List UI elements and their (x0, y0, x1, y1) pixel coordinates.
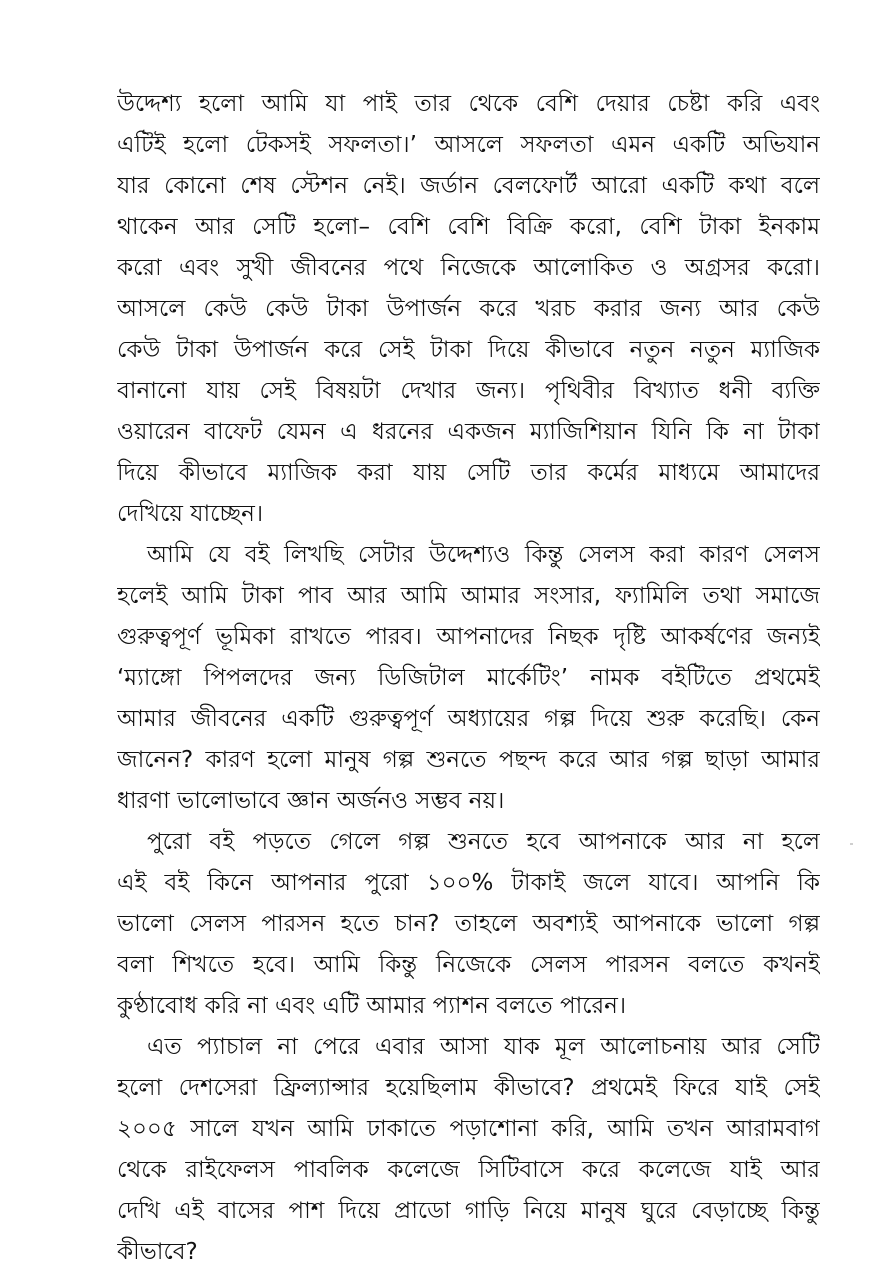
paragraph-4 (117, 1027, 820, 1273)
text-line: এই বই কিনে আপনার পুরো ১০০% টাকাই জলে যাবে। আপনি কি (117, 870, 820, 896)
text-line: জানেন? কারণ হলো মানুষ গল্প শুনতে পছন্দ করে আর গল্প ছাড়া আমার (117, 747, 820, 773)
text-line: ভালো সেলস পারসন হতে চান? তাহলে অবশ্যই আপনাকে ভালো গল্প (117, 911, 820, 937)
text-line: যার কোনো শেষ স্টেশন নেই। জর্ডান বেলফোর্ট আরো একটি কথা বলে (117, 173, 820, 199)
text-line: আসলে কেউ কেউ টাকা উপার্জন করে খরচ করার জন্য আর কেউ (117, 296, 820, 322)
body-text (117, 84, 820, 1273)
text-line: থেকে রাইফেলস পাবলিক কলেজে সিটিবাসে করে কলেজে যাই আর (117, 1157, 820, 1183)
text-line: এত প্যাচাল না পেরে এবার আসা যাক মূল আলোচনায় আর সেটি (147, 1034, 820, 1060)
text-line: পুরো বই পড়তে গেলে গল্প শুনতে হবে আপনাকে আর না হলে (147, 829, 820, 855)
text-line: গুরুত্বপূর্ণ ভূমিকা রাখতে পারব। আপনাদের নিছক দৃষ্টি আকর্ষণের জন্যই (117, 624, 820, 650)
text-line: ধারণা ভালোভাবে জ্ঞান অর্জনও সম্ভব নয়। (117, 788, 505, 814)
scan-speck (850, 843, 853, 845)
text-line: দিয়ে কীভাবে ম্যাজিক করা যায় সেটি তার কর্মের মাধ্যমে আমাদের (117, 460, 820, 486)
paragraph-1 (117, 84, 820, 535)
text-line: কেউ টাকা উপার্জন করে সেই টাকা দিয়ে কীভাবে নতুন নতুন ম্যাজিক (117, 337, 820, 363)
text-line: ২০০৫ সালে যখন আমি ঢাকাতে পড়াশোনা করি, আমি তখন আরামবাগ (117, 1116, 820, 1142)
text-line: উদ্দেশ্য হলো আমি যা পাই তার থেকে বেশি দেয়ার চেষ্টা করি এবং (117, 91, 820, 117)
text-line: হলো দেশসেরা ফ্রিল্যান্সার হয়েছিলাম কীভাবে? প্রথমেই ফিরে যাই সেই (117, 1075, 820, 1101)
text-line: হলেই আমি টাকা পাব আর আমি আমার সংসার, ফ্যামিলি তথা সমাজে (117, 583, 820, 609)
paragraph-3 (117, 822, 820, 1027)
text-line: কুণ্ঠাবোধ করি না এবং এটি আমার প্যাশন বলতে পারেন। (117, 993, 627, 1019)
text-line: আমি যে বই লিখছি সেটার উদ্দেশ্যও কিন্তু সেলস করা কারণ সেলস (147, 542, 820, 568)
text-line: করো এবং সুখী জীবনের পথে নিজেকে আলোকিত ও অগ্রসর করো। (117, 255, 820, 281)
paragraph-2 (117, 535, 820, 822)
text-line: থাকেন আর সেটি হলো– বেশি বেশি বিক্রি করো, বেশি টাকা ইনকাম (117, 214, 820, 240)
text-line: ওয়ারেন বাফেট যেমন এ ধরনের একজন ম্যাজিশিয়ান যিনি কি না টাকা (117, 419, 820, 445)
text-line: দেখি এই বাসের পাশ দিয়ে প্রাডো গাড়ি নিয়ে মানুষ ঘুরে বেড়াচ্ছে কিন্তু (117, 1198, 820, 1224)
text-line: বানানো যায় সেই বিষয়টা দেখার জন্য। পৃথিবীর বিখ্যাত ধনী ব্যক্তি (117, 378, 820, 404)
text-line: দেখিয়ে যাচ্ছেন। (117, 501, 264, 527)
text-line: বলা শিখতে হবে। আমি কিন্তু নিজেকে সেলস পারসন বলতে কখনই (117, 952, 820, 978)
text-line: এটিই হলো টেকসই সফলতা।’ আসলে সফলতা এমন একটি অভিযান (117, 132, 820, 158)
text-line: ‘ম্যাঙ্গো পিপলদের জন্য ডিজিটাল মার্কেটিং’ নামক বইটিতে প্রথমেই (117, 665, 820, 691)
text-line: আমার জীবনের একটি গুরুত্বপূর্ণ অধ্যায়ের গল্প দিয়ে শুরু করেছি। কেন (117, 706, 820, 732)
text-line: কীভাবে? (117, 1239, 198, 1265)
